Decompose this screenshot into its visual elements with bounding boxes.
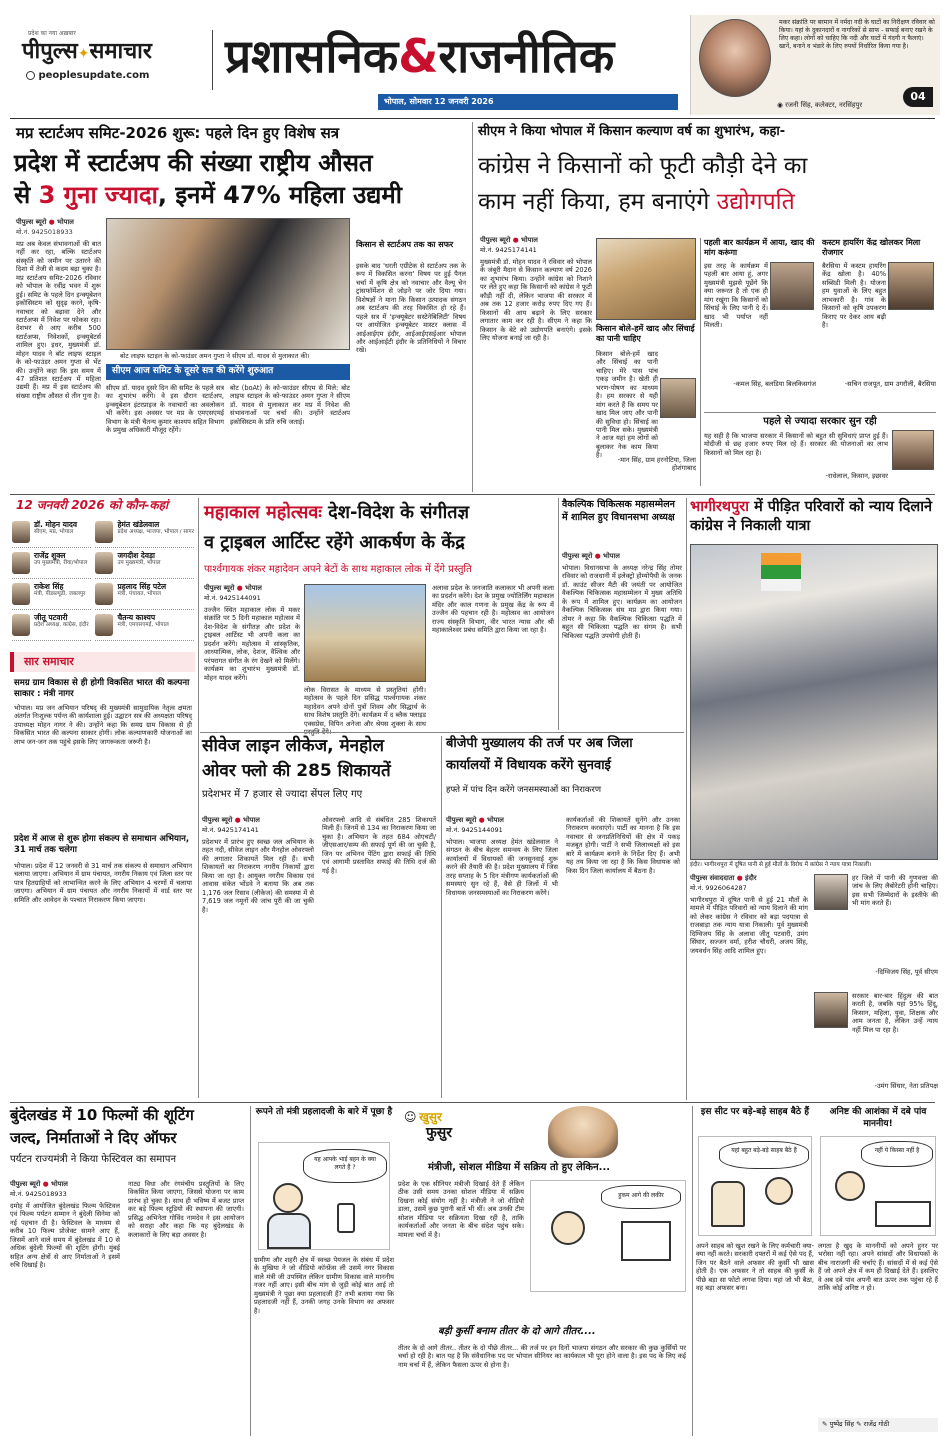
kaun-kahan-title: 12 जनवरी 2026 को कौन-कहां [16, 498, 169, 512]
cartoon1-bubble: यह आपके भाई बहन के क्या लगते हैं ? [303, 1149, 387, 1183]
bjp-mobile: मो.नं. 9425144091 [446, 826, 503, 834]
kisan-farmer-photo [660, 378, 696, 418]
person-name: डॉ. मोहन यादव [34, 520, 78, 529]
khusur-text-2 [530, 1296, 686, 1320]
kisan-mobile: मो.नं. 9425174141 [480, 246, 537, 254]
brand-logo [22, 38, 152, 66]
person-avatar-icon [12, 614, 30, 636]
seat-man-icon [765, 1177, 793, 1205]
box1-sign: -कमल सिंह, बलडिया बिलकिसगंज [733, 380, 816, 388]
person-place: सीएम, मप्र, भोपाल [34, 529, 74, 536]
kisan-headline-1: कांग्रेस ने किसानों को फूटी कौड़ी देने का [478, 153, 808, 179]
vaikalpik-story [562, 498, 682, 730]
globe-icon [26, 71, 35, 80]
person-place: उप मुख्यमंत्री, भोपाल [117, 560, 161, 567]
kisan-kicker: सीएम ने किया भोपाल में किसान कल्याण वर्ष का शुभारंभ, कहा- [478, 124, 786, 139]
khusur-drawing [530, 1180, 686, 1292]
cartoon1-title: रूपने तो मंत्री प्रहलादजी के बारे में पूछा है [255, 1107, 393, 1117]
col-divider-sewage [441, 736, 442, 1098]
person-entry [95, 520, 194, 548]
box3-photo [892, 430, 934, 470]
page-number: 04 [903, 87, 933, 107]
khusur-title: ☺ खुसुर फुसुर [404, 1110, 452, 1141]
bundelkhand-story [10, 1106, 246, 1436]
bundelkhand-col1: दमोह में आयोजित बुंदेलखंड फिल्म फेस्टिवल एवं फिल्म पर्यटन सम्मान ने बुंदेली सिनेमा को नई पहचान दी है। फेस्टिवल के माध्यम से करीब 10 फिल्म प्रोजेक्ट सामने आए हैं, जिसमें आने वाले समय में बुंदेलखंड में 10 से अधिक बुंदेली फिल्मों की शूटिंग होगी। मुंबई सहित अन्य क्षेत्रों से आए निर्माताओं ने इसमें रुचि दिखाई है। [10, 1202, 120, 1270]
quote2-sign: -उमंग सिंघार, नेता प्रतिपक्ष [874, 1082, 938, 1090]
person-name: जीतू पटवारी [34, 613, 68, 622]
startup-subhead: सीएम आज समिट के दूसरे सत्र की करेंगे शुरुआत [106, 364, 350, 380]
kisan-box-divider [700, 238, 701, 486]
mahakal-photo [304, 584, 426, 682]
person-name: हेमंत खंडेलवाल [117, 520, 160, 529]
mahakal-col3: लोक विरासत के माध्यम से प्रस्तुतियां होंगी। महोत्सव के पहले दिन प्रसिद्ध पार्श्वगायक शंकर महादेवन अपने दोनों पुत्रों शिवम और सिद्धार्थ के साथ विशेष प्रस्तुति देंगे। कार्यक्रम में द ब्लैक फ्लाइड एक्सप्रेस, विपिन अनेजा और श्रेयस शुक्ला के साथ [304, 686, 426, 728]
vaikalpik-headline: वैकल्पिक चिकित्सक महासम्मेलन में शामिल हुए विधानसभा अध्यक्ष [562, 499, 675, 524]
sewage-headline-1: सीवेज लाइन लीकेज, मेनहोल [202, 736, 385, 756]
bhagirath-text: भागीरथपुरा में दूषित पानी से हुई 21 मौतों के मामले में पीड़ित परिवारों को न्याय दिलाने की मांग को लेकर कांग्रेस ने रविवार को बड़ा पदयात्रा से राजबाड़ा तक न्याय यात्रा निकाली। पूर्व मुख्यमंत्री दिग्विजय सिंह के अलावा जीतू पटवारी, उमंग सिंघार, सज्जन वर्मा, हरीश चौधरी, अजय सिंह, जयवर्धन सिंह आदि शामिल हुए। [690, 896, 808, 955]
sewage-col2: ओवरफ्लो आदि से संबंधित 285 शिकायतें मिली हैं। जिनमें से 134 का निराकरण किया जा चुका है। अभियान के तहत 684 ओएचटी/जीएसआर/सम्प की सफाई पूर्ण की जा चुकी है, जिन पर अभिनव पेंटिंग द्वारा सफाई की तिथि एवं आगामी प्रस्तावित सफाई की तिथि दर्ज की गई है। [322, 816, 436, 875]
box1-photo [770, 262, 814, 310]
bhagirath-photo-caption: इंदौर। भागीरथपुरा में दूषित पानी से हुई मौतों के विरोध में कांग्रेस ने न्याय यात्रा निकाली। [690, 862, 872, 868]
person-avatar-icon [12, 521, 30, 543]
cartoon-prahlad [254, 1106, 394, 1436]
bundelkhand-sub: पर्यटन राज्यमंत्री ने किया फेस्टिवल का समापन [10, 1153, 177, 1165]
box2-head: कस्टम हायरिंग केंद्र खोलकर मिला रोजगार [822, 238, 921, 257]
people-grid [12, 520, 194, 641]
bhagirath-byline: पीपुल्स संवाददाता ● इंदौर [690, 874, 757, 882]
quote-text: मकर संक्रांति पर बरमान में नर्मदा नदी के घाटों का निरीक्षण रविवार को किया। यहां के दुकानदारों व नागरिकों से साफ - सफाई बनाए रखने के लिए कहा। लोगों को चाहिए कि नदी और घाटों में गंदगी न फैलाएं। खानें, बनाने व भंडारे के लिए रुपयों निर्धारित किया गया है। [779, 19, 935, 51]
seat-drawing [698, 1136, 812, 1236]
anisht-story [818, 1106, 938, 1436]
bjp-byline: पीपुल्स ब्यूरो ● भोपाल [446, 816, 504, 824]
saar-t1: भोपाल। मप्र जन अभियान परिषद् की मुख्यमंत्री सामुदायिक नेतृत्व क्षमता अंतर्गत निःशुल्क पर्यन्त की कार्यशाला हुई। उद्घाटन सत्र की अध्यक्षता परिषद् उपाध्यक्ष मोहन नागर ने की। उन्होंने कहा कि समग्र ग्राम विकास से ही विकसित भारत की कल्पना साकार होगी। लोक कल्याणकारी योजनाओं का लाभ जन-जन तक पहुंचे इसके लिए जागरूकता जरूरी है। [14, 704, 192, 746]
mahakal-col2: अलावा प्रदेश के जनजाति कलाकार भी अपनी कला का प्रदर्शन करेंगे। देश के प्रमुख ज्योतिर्लिंग महाकाल मंदिर और काल गणना के प्रमुख केंद्र के रूप में उज्जैन की पहचान रही है। महोत्सव का आयोजन राज्य संस्कृति विभाग, वीर भारत न्यास और श्री महाकालेश्वर प्रबंध समिति द्वारा किया जा रहा है। [432, 584, 555, 635]
anisht-text: लगता है खुद के माननीयों को अपने हुनर पर भरोसा नहीं रहा। अपने सांसदों और विधायकों के बीच नाराजगी की चर्चाएं हैं। सांसदों में से कई ऐसे हैं जो अपने क्षेत्र में कम ही दिखाई देते हैं। इसलिए वे अब दबे पांव अपनी बात ऊपर तक पहुंचा रहे हैं ताकि कोई अनिष्ट न हो। [818, 1242, 938, 1293]
mahakal-kicker: महाकाल महोत्सवः देश-विदेश के संगीतज्ञ [204, 502, 470, 523]
seat-title: इस सीट पर बड़े-बड़े साहब बैठे हैं [700, 1107, 810, 1117]
person-place: उप मुख्यमंत्री, रीवा/भोपाल [34, 560, 88, 567]
author-bullet-icon: ◉ [777, 101, 783, 109]
bhagirath-quote2 [814, 992, 938, 1098]
col-divider-mid [558, 498, 559, 730]
person-entry [95, 613, 194, 641]
box3-head: पहले से ज्यादा सरकार सुन रही [763, 416, 877, 427]
sewage-sub: प्रदेशभर में 7 हजार से ज्यादा सेंपल लिए गए [202, 788, 363, 800]
kisan-box3 [704, 416, 936, 486]
sewage-story [202, 736, 438, 1100]
kisan-col1: मुख्यमंत्री डॉ. मोहन यादव ने रविवार को भोपाल के जंबूरी मैदान से किसान कल्याण वर्ष 2026 का शुभारंभ किया। उन्होंने कांग्रेस को निशाने पर लेते हुए कहा कि किसानों को कांग्रेस ने फूटी कौड़ी नहीं दी, लेकिन भाजपा की सरकार में अब तक 12 हजार करोड़ रुपए दिए गए हैं। किसानों की आय बढ़ाने के लिए सरकार लगातार काम कर रही है। सीएम ने कहा कि किसान के बेटे को उद्योगपति बनाएंगे। इसके लिए योजना बनाई जा रही है। [480, 258, 592, 342]
person-avatar-icon [95, 614, 113, 636]
person-entry [12, 520, 91, 548]
cartoon1-face-icon [273, 1183, 303, 1213]
vaikalpik-text: भोपाल। विधानसभा के अध्यक्ष नरेन्द्र सिंह तोमर रविवार को राजधानी में इलेक्ट्रो होम्योपैथी के जनक डॉ. काउंट सीजर मैटी की जयंती पर आयोजित वैकल्पिक चिकित्सक महासम्मेलन में मुख्य अतिथि के रूप में शामिल हुए। कार्यक्रम का आयोजन वैकल्पिक चिकित्सक संघ मप्र द्वारा किया गया। तोमर ने कहा कि वैकल्पिक चिकित्सा पद्धति में बहुत सी चिकित्सा पद्धति का संगम है। सभी चिकित्सा पद्धति उपयोगी होती हैं। [562, 564, 682, 640]
bundelkhand-headline-1: बुंदेलखंड में 10 फिल्मों की शूटिंग [10, 1106, 194, 1124]
box1-head: पहली बार कार्यक्रम में आया, खाद की मांग करूंगा [704, 238, 815, 257]
startup-kicker: मप्र स्टार्टअप समिट-2026 शुरू: पहले दिन हुए विशेष सत्र [16, 124, 340, 142]
startup-side-text: इसके बाद 'धरती एग्रीटेक से स्टार्टअप तक के रूप में विकसित करना' विषय पर हुई पैनल चर्चा में कृषि क्षेत्र को नवाचार और वैल्यू चेन ट्रांसफॉर्मेशन से जोड़ने पर जोर दिया गया। विशेषज्ञों ने माना कि किसान उत्पादक संगठन अब स्टार्टअप की तरह विकसित हो रहे हैं। पहले सत्र में 'इन्क्यूबेटर सस्टेनेबिलिटी' विषय पर आयोजित इन्क्यूबेटर मास्टर क्लास में आईआईएम इंदौर, आईआईएसईआर भोपाल और आईआईटी इंदौर के प्रतिनिधियों ने विचार रखे। [356, 262, 466, 355]
khusur-headline: मंत्रीजी, सोशल मीडिया में सक्रिय तो हुए लेकिन... [428, 1162, 611, 1173]
anisht-drawing [820, 1136, 936, 1236]
startup-photo-caption: बोट लाइफ स्टाइल के को-फाउंडर अमन गुप्ता ने सीएम डॉ. यादव से मुलाकात की। [120, 352, 310, 360]
kisan-box2 [822, 238, 936, 408]
col-divider-bottom-2 [692, 1106, 693, 1436]
bjp-sub: हफ्ते में पांच दिन करेंगे जनसमस्याओं का निराकरण [446, 784, 602, 795]
collector-photo [699, 19, 771, 97]
kisan-photo-caption: किसान बोले-हमें खाद और सिंचाई का पानी चाहिए [596, 324, 695, 343]
kisan-col2-sign: -मान सिंह, ग्राम हरनोटिया, जिला होशंगाबाद [617, 456, 696, 473]
person-place: मंत्री, पंचायत, भोपाल [117, 591, 161, 598]
mahakal-col1: उज्जैन स्थित महाकाल लोक में मकर संक्रांति पर 5 दिनी महाकाल महोत्सव में देश-विदेश के संगीतज्ञ और प्रदेश के ट्राइबल आर्टिस्ट भी अपनी कला का प्रदर्शन करेंगे। महोत्सव में सांस्कृतिक, आध्यात्मिक, लोक, देशज, वैश्विक और परंपरागत संगीत के रंग देखने को मिलेंगे। कार्यक्रम का शुभारंभ मुख्यमंत्री डॉ. मोहन यादव करेंगे। [204, 606, 300, 682]
startup-sub-col1: सीएम डॉ. यादव दूसरे दिन की समिट के पहले सत्र का शुभारंभ करेंगे। वे इस दौरान स्टार्टअप, इन्क्यूबेशन इंटरप्राइज के नवाचारों का अवलोकन भी करेंगे। इस अवसर पर मप्र के एमएसएमई विभाग के मंत्री चैतन्य कुमार काश्यप सहित विभाग के प्रमुख अधिकारी मौजूद रहेंगे। [106, 384, 224, 435]
startup-mobile: मो.नं. 9425018933 [16, 228, 73, 236]
kisan-byline: पीपुल्स ब्यूरो ● भोपाल [480, 236, 538, 244]
person-entry [12, 551, 91, 579]
person-name: राकेश सिंह [34, 582, 64, 591]
mahakal-byline: पीपुल्स ब्यूरो ● भोपाल [204, 584, 262, 592]
sewage-byline: पीपुल्स ब्यूरो ● भोपाल [202, 816, 260, 824]
box3-text: यह सही है कि भाजपा सरकार में किसानों को बहुत सी सुविधाएं प्राप्त हुई हैं। मोदीजी से छह हजार रुपए मिल रहे हैं। सरकार की योजनाओं का लाभ किसानों को मिल रहा है। [704, 432, 888, 457]
mahakal-story [202, 498, 556, 730]
flag-green-icon [761, 565, 801, 579]
anisht-table-icon [875, 1201, 931, 1227]
khusur-sub: बड़ी कुर्सी बनाम तीतर के दो आगे तीतर.... [438, 1326, 596, 1337]
quote1-text: हर जिले में पानी की गुणवत्ता की जांच के लिए लैबोरेटरी होनी चाहिए। इस सभी जिम्मेदारों के इस्तीफे की भी मांग करते हैं। [852, 874, 938, 908]
masthead-divider [212, 30, 213, 90]
box1-text: इस तरह के कार्यक्रम में पहली बार आया हूं, अगर मुख्यमंत्री मुझसे पूछेंगे कि क्या जरूरत है तो एक ही मांग रखूंगा कि किसानों को सिंचाई के लिए पानी दे दें। खाद भी पर्याप्त नहीं मिलती। [704, 262, 768, 330]
bundelkhand-mobile: मो.नं. 9425018933 [10, 1190, 67, 1198]
saar-h2: प्रदेश में आज से शुरू होगा संकल्प से समाधान अभियान, 31 मार्च तक चलेगा [14, 834, 190, 856]
startup-photo [106, 218, 350, 350]
brand-right: समाचार [89, 39, 152, 64]
person-avatar-icon [95, 552, 113, 574]
bundelkhand-col2: नाट्य विधा और रंगमंचीय प्रस्तुतियों के लिए विकसित किया जाएगा, जिससे योजना पर काम प्रारंभ हो चुका है। साथ ही भविष्य में बजट प्राप्त कर बड़े फिल्म स्टूडियो की स्थापना की जाएगी। प्रसिद्ध अभिनेता गोविंद नामदेव ने इस आयोजन को सराहा और कहा कि यह बुंदेलखंड के कलाकारों के लिए बड़ा अवसर है। [128, 1180, 244, 1239]
seat-story [696, 1106, 814, 1436]
khusur-caricature [548, 1106, 618, 1158]
credits: ✎ पुष्पेंद्र सिंह ✎ राजेंद्र गोठी [818, 1418, 938, 1432]
khusur-bubble: हुकम आगे की लकीर [601, 1185, 681, 1209]
bjp-headline-1: बीजेपी मुख्यालय की तर्ज पर अब जिला [446, 736, 633, 751]
col-divider-left [198, 498, 199, 1098]
dateline: भोपाल, सोमवार 12 जनवरी 2026 [378, 94, 678, 110]
mahakal-mobile: मो.नं. 9425144091 [204, 594, 261, 602]
bundelkhand-byline: पीपुल्स ब्यूरो ● भोपाल [10, 1180, 68, 1188]
flag-white-icon [761, 579, 801, 591]
pen-icon: ✎ [822, 1420, 828, 1428]
kisan-box1 [704, 238, 816, 408]
cartoon1-body-icon [267, 1213, 311, 1249]
masthead-tagline: प्रदेश का नया अख़बार [28, 30, 76, 37]
mahakal-sub: पार्श्वगायक शंकर महादेवन अपने बेटों के साथ महाकाल लोक में देंगे प्रस्तुति [204, 564, 472, 575]
person-name: जगदीश देवड़ा [117, 551, 155, 560]
person-name: प्रहलाद सिंह पटेल [117, 582, 167, 591]
person-entry [12, 582, 91, 610]
startup-story [10, 122, 470, 492]
person-entry [12, 613, 91, 641]
startup-byline: पीपुल्स ब्यूरो ● भोपाल [16, 218, 74, 226]
khusur-face-icon [551, 1211, 585, 1245]
bjp-story [446, 736, 682, 1100]
box2-text: बैरसिया में कस्टम हायरिंग केंद्र खोला है। 40% सब्सिडी मिली है। योजना हम युवाओं के लिए बहुत लाभकारी है। गांव के किसानों को कृषि उपकरण किराए पर देकर आय बढ़ी है। [822, 262, 886, 330]
person-avatar-icon [12, 583, 30, 605]
khusur-text: प्रदेश के एक सीनियर मंत्रीजी दिखाई देते हैं लेकिन ठीक उसी समय उनका सोशल मीडिया में सक्रिय दिखना कोई संयोग नहीं है। मंत्रीजी ने जो वीडियो डाला, उसमें कुछ पुरानी बातें भी थीं। अब उनकी टीम सोशल मीडिया पर सक्रियता दिखा रही है, ताकि कार्यकर्ताओं और जनता के बीच संदेश पहुंच सके। मामला चर्चा में है। [398, 1180, 524, 1239]
kisan-story [476, 122, 938, 492]
sewage-col1: प्रदेशभर में प्रारंभ हुए स्वच्छ जल अभियान के तहत नदी, सीवेज लाइन और मैनहोल ओवरफ्लो की लगातार शिकायतें मिल रही हैं। सभी शिकायतों का निराकरण नगरीय निकायों द्वारा किया जा रहा है। आयुक्त नगरीय विकास एवं आवास संकेत भोंडवे ने बताया कि अब तक 1,176 जल रिसाव (लीकेज) की समस्या में से 7,619 जल नमूनों की जांच पूरी की जा चुकी है। [202, 838, 314, 914]
box3-sign: -राधेलाल, किसान, इछावर [825, 472, 888, 480]
brand-left: पीपुल्स [22, 39, 78, 64]
person-avatar-icon [95, 521, 113, 543]
rule-mid [200, 732, 684, 733]
quote1-sign: -दिग्विजय सिंह, पूर्व सीएम [875, 968, 938, 976]
person-place: प्रदेश अध्यक्ष, कांग्रेस, इंदौर [34, 622, 89, 629]
masthead-rule [10, 118, 935, 119]
person-place: मंत्री, एमएसएमई, भोपाल [117, 622, 169, 629]
saar-h1: समग्र ग्राम विकास से ही होगी विकसित भारत की कल्पना साकार : मंत्री नागर [14, 678, 190, 700]
col-divider-bottom-1 [250, 1106, 251, 1436]
person-place: मंत्री, पीडब्ल्यूडी, जबलपुर [34, 591, 86, 598]
startup-col1: मप्र अब केवल संभावनाओं की बात नहीं कर रहा, बल्कि स्टार्टअप संस्कृति को जमीन पर उतारने की दिशा में तेजी से कदम बढ़ा चुका है। मप्र स्टार्टअप समिट-2026 रविवार को भोपाल के रवींद्र भवन में शुरू हुई। समिट के पहले दिन इन्क्यूबेशन इकोसिस्टम को सुदृढ़ करने, कृषि-नवाचार को बढ़ावा देने और स्टार्टअप्स में निवेश पर फोकस रहा। देशभर से आए करीब 500 स्टार्टअप्स, निवेशकों, इन्क्यूबेटर्स शामिल हुए। इधर, मुख्यमंत्री डॉ. मोहन यादव ने बॉट लाइफ स्टाइल के को-फाउंडर अमन गुप्ता से भेंट की। उन्होंने कहा कि इस समय में 47 प्रतिशत स्टार्टअप में महिला उद्यमी हैं। मप्र में इस स्टार्टअप की संख्या राष्ट्रीय औसत से तीन गुना है। [16, 240, 101, 400]
person-entry [95, 551, 194, 579]
bhagirath-quote1 [814, 874, 938, 986]
quote-author: ◉ रजनी सिंह, कलेक्टर, नरसिंहपुर [777, 101, 863, 109]
person-place: प्रदेश अध्यक्ष, भाजपा, भोपाल / सागर [117, 529, 194, 536]
sewage-headline-2: ओवर फ्लो की 285 शिकायतें [202, 761, 391, 782]
saar-t2: भोपाल। प्रदेश में 12 जनवरी से 31 मार्च तक संकल्प से समाधान अभियान चलाया जाएगा। अभियान में ग्राम पंचायत, नगरीय निकाय एवं जिला स्तर पर पात्र हितग्राहियों को लाभान्वित करने के लिए अभियान 4 चरणों में चलाया जाएगा। अभियान में ग्राम पंचायत और नगरीय निकायों में वार्ड स्तर पर समिति और आवेदन के पश्चात निराकरण किया जाएगा। [14, 862, 192, 904]
saar-samachar [10, 652, 195, 1102]
cartoon1-drawing [258, 1142, 390, 1250]
col-divider-right [686, 498, 687, 1100]
box2-sign: -सचिन राजपूत, ग्राम उगरौली, बैरसिया [844, 380, 936, 388]
bundelkhand-headline-2: जल्द, निर्माताओं ने दिए ऑफर [10, 1128, 177, 1147]
bhagirath-photo [690, 544, 938, 860]
sewage-mobile: मो.नं. 9425174141 [202, 826, 259, 834]
box2-photo [888, 262, 934, 310]
saar-title-bar: सार समाचार [10, 652, 195, 672]
section-title: प्रशासनिक&राजनीतिक [225, 29, 615, 83]
rule-row1 [10, 494, 935, 495]
bhagirath-mobile: मो.नं. 9926064287 [690, 884, 747, 892]
cartoon1-text: ग्रामीण और शहरी क्षेत्र में स्वच्छ पेयजल के संबंध में प्रदेश के मुखिया ने जो वीडियो कॉन्फ्रेंस ली उसमें नगर विकास वाले मंत्री जी उपस्थित लेकिन ग्रामीण विकास वाले माननीय नजर नहीं आए। इसी बीच मांग से जुड़ी कोई बात आई तो मुख्यमंत्री ने पूछा क्या प्रहलादजी हैं? तभी बताया गया कि प्रहलादजी नहीं हैं, उनकी जगह उनके विभाग का अफसर है। [254, 1256, 394, 1315]
anisht-title: अनिष्ट की आशंका में दबे पांव माननीय! [829, 1107, 927, 1130]
kisan-box-rule [704, 412, 936, 413]
person-entry [95, 582, 194, 610]
anisht-bubble: नहीं ये किस्सा नहीं है [861, 1141, 933, 1167]
pen-icon-2: ✎ [856, 1420, 862, 1428]
startup-headline-2: से 3 गुना ज्यादा, इनमें 47% महिला उद्यमी [14, 181, 402, 209]
person-avatar-icon [95, 583, 113, 605]
col-divider-top [472, 122, 473, 492]
khusur-screen-icon [621, 1221, 671, 1261]
kisan-col2: किसान बोले-हमें खाद और सिंचाई का पानी चाहिए। मेरे पास पांच एकड़ जमीन है। खेती ही भरण-पोषण का माध्यम है। हम सरकार से यही मांग करते हैं कि समय पर खाद मिल जाए और पानी की सुविधा हो। सिंचाई का पानी मिल सके। मुख्यमंत्री ने आज यहां हम लोगों को बुलाकर नेक काम किया है। [596, 350, 658, 460]
rule-row3 [10, 1102, 935, 1103]
kaun-kahan [10, 498, 195, 648]
seat-chair-icon [711, 1181, 745, 1227]
startup-sub-col2: बोट (boAt) के को-फाउंडर सीएम से मिले: बोट लाइफ स्टाइल के को-फाउंडर अमन गुप्ता ने सीएम डॉ. यादव से मुलाकात कर मप्र में निवेश की संभावनाओं पर चर्चा की। उन्होंने स्टार्टअप इकोसिस्टम के प्रति रुचि जताई। [230, 384, 350, 426]
masthead [0, 0, 945, 120]
person-name: चैतन्य काश्यप [117, 613, 156, 622]
kisan-headline-2: काम नहीं किया, हम बनाएंगे उद्योगपति [478, 189, 795, 215]
seat-text: अपने साहब को खुश रखने के लिए कर्मचारी क्या-क्या नहीं करते। सरकारी दफ्तरों में कई ऐसे पद हैं, जिन पर बैठने वाले अफसर की कुर्सी भी खास होती है। एक अफसर ने तो साहब की कुर्सी के पीछे बड़ा सा फोटो लगवा दिया। यहां जो भी बैठा, वह बड़ा अफसर बना। [696, 1242, 814, 1293]
brand-star-icon: ✦ [77, 46, 90, 62]
website: peoplesupdate.com [26, 70, 149, 83]
khusur-emoji-icon: ☺ [404, 1110, 417, 1124]
flag-saffron-icon [761, 553, 801, 565]
person-name: राजेंद्र शुक्ल [34, 551, 66, 560]
top-quote [690, 15, 940, 115]
kisan-photo-crowd [596, 238, 696, 320]
anisht-face-icon [835, 1171, 865, 1201]
khusur-sub-text: तीतर के दो आगे तीतर.. तीतर के दो पीछे तीतर... की तर्ज पर इन दिनों भाजपा संगठन और सरकार की कुछ कुर्सियों पर चर्चा हो रही है। बात यह है कि संवैधानिक पद पर भोपाल सीनियर का कार्यकाल भी पूरा होने वाला है। इस पद के लिए कई नाम चर्चा में हैं, लेकिन फैसला ऊपर से होना है। [398, 1344, 686, 1369]
quote1-photo [814, 874, 848, 910]
quote2-photo [814, 992, 848, 1028]
vaikalpik-byline: पीपुल्स ब्यूरो ● भोपाल [562, 552, 620, 560]
startup-side-head: किसान से स्टार्टअप तक का सफर [356, 240, 454, 249]
seat-bubble: यहां बहुत बड़े-बड़े साहब बैठे हैं [719, 1141, 809, 1169]
quote2-text: सरकार बार-बार हिंदुत्व की बात करती है, जबकि यहां 95% हिंदू, किसान, महिला, युवा, शिक्षक और आम जनता है, लेकिन उन्हें न्याय नहीं मिल पा रहा है। [852, 992, 938, 1034]
bhagirath-story [690, 498, 938, 1100]
startup-headline-1: प्रदेश में स्टार्टअप की संख्या राष्ट्रीय औसत [14, 149, 373, 177]
person-avatar-icon [12, 552, 30, 574]
bjp-col2: कार्यकर्ताओं की शिकायतें सुनेंगे और उनका निराकरण करवाएंगे। पार्टी का मानना है कि इस नवाचार से जनप्रतिनिधियों की क्षेत्र में पकड़ मजबूत होगी। पार्टी ने सभी जिलाध्यक्षों को इस बारे में कार्यक्रम बनाने के निर्देश दिए हैं। अभी यह तय किया जा रहा है कि किस विधायक को किस दिन जिला कार्यालय में बैठना है। [566, 816, 680, 875]
khusur-fusur [398, 1106, 688, 1436]
bhagirath-headline: भागीरथपुरा में पीड़ित परिवारों को न्याय दिलाने कांग्रेस ने निकाली यात्रा [690, 499, 933, 534]
mahakal-headline: व ट्राइबल आर्टिस्ट रहेंगे आकर्षण के केंद्र [204, 532, 465, 553]
bjp-col1: भोपाल। भाजपा अध्यक्ष हेमंत खंडेलवाल ने संगठन के बीच बेहतर समन्वय के लिए जिला कार्यालयों में विधायकों की जनसुनवाई शुरू करने की तैयारी की है। प्रदेश मुख्यालय में जिस तरह सप्ताह के 5 दिन मंत्रीगण कार्यकर्ताओं की समस्याएं सुन रहे हैं, वैसे ही जिलों में भी विधायक जनसमस्याओं का निराकरण करेंगे। [446, 838, 558, 897]
cartoon1-phone-icon [337, 1203, 355, 1233]
bjp-headline-2: कार्यालयों में विधायक करेंगे सुनवाई [446, 758, 611, 774]
